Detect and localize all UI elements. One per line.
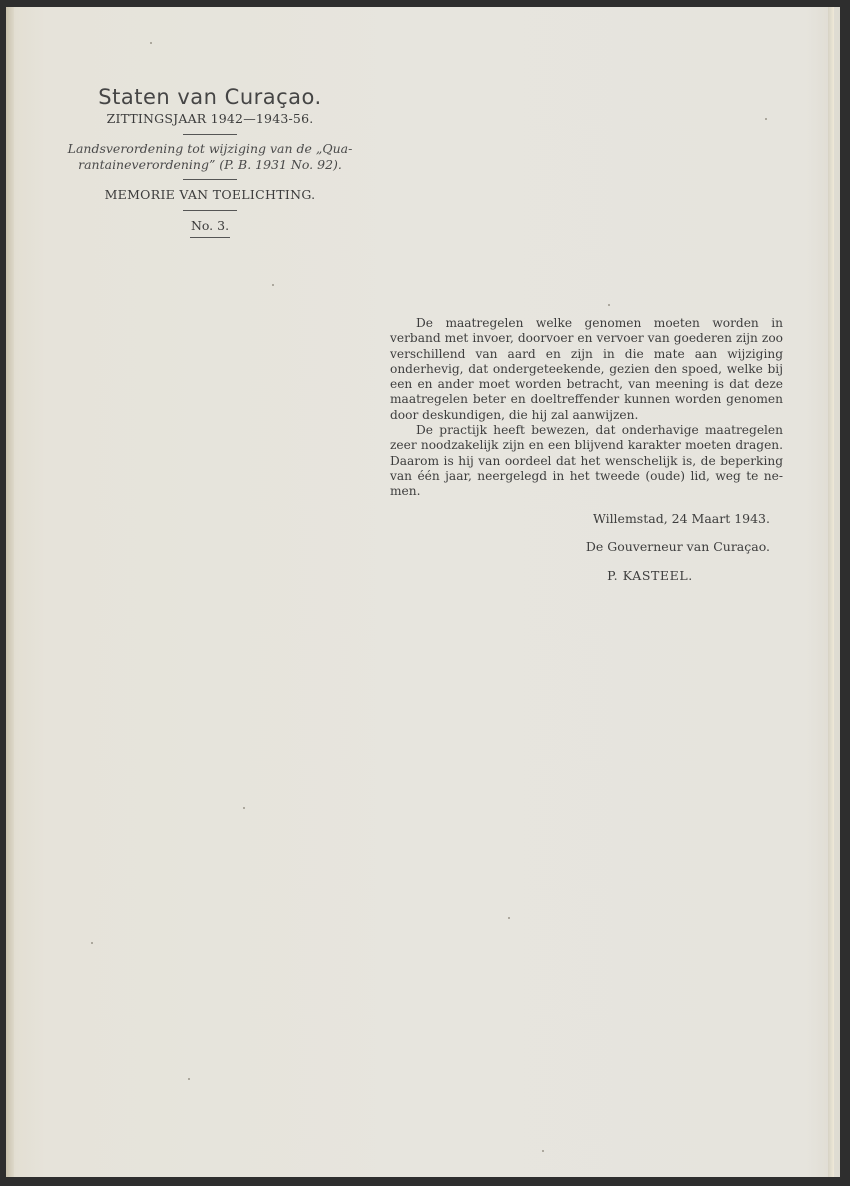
page-binding-edge bbox=[6, 7, 14, 1177]
institution-title: Staten van Curaçao. bbox=[98, 85, 322, 109]
paper-speck bbox=[542, 1150, 544, 1152]
paper-speck bbox=[188, 1078, 190, 1080]
subject-line-1: Landsverordening tot wijziging van de „Qua- bbox=[67, 141, 353, 156]
type-divider bbox=[183, 210, 237, 211]
paper-speck bbox=[272, 284, 274, 286]
paper-speck bbox=[150, 42, 152, 44]
paper-speck bbox=[608, 304, 610, 306]
signatory-name: P. KASTEEL. bbox=[607, 568, 693, 583]
number-underline bbox=[190, 237, 230, 238]
session-year: ZITTINGSJAAR 1942—1943-56. bbox=[106, 111, 314, 126]
page-right-edge bbox=[828, 7, 834, 1177]
paper-speck bbox=[765, 118, 767, 120]
memorandum-body bbox=[390, 316, 783, 500]
body-paragraph-2: De practijk heeft bewezen, dat onderhavige maatregelen zeer noodzakelijk zijn en een blijvend karakter moeten dragen. Daarom is hij van oordeel dat het wenschelijk is, de beperking van één jaar, neergelegd in het tweede (oude) lid, weg te nemen. bbox=[390, 423, 783, 499]
body-paragraph-1: De maatregelen welke genomen moeten worden in verband met invoer, doorvoer en vervoer van goederen zijn zoo verschillend van aard en zijn in die mate aan wijziging onderhevig, dat ondergeteekende, gezien den spoed, welke bij een en ander moet worden betracht, van meening is dat deze maatregelen beter en doeltreffender kunnen worden genomen door deskundigen, die hij zal aanwijzen. bbox=[390, 316, 783, 422]
paper-speck bbox=[243, 807, 245, 809]
document-header bbox=[60, 84, 360, 238]
paper-speck bbox=[508, 917, 510, 919]
header-divider bbox=[183, 134, 237, 135]
subject-divider bbox=[183, 179, 237, 180]
document-type: MEMORIE VAN TOELICHTING. bbox=[104, 187, 316, 202]
document-number: No. 3. bbox=[190, 218, 230, 233]
subject-line-2: rantaineverordening” (P. B. 1931 No. 92). bbox=[78, 157, 342, 172]
place-date: Willemstad, 24 Maart 1943. bbox=[592, 511, 770, 526]
signatory-title: De Gouverneur van Curaçao. bbox=[585, 539, 770, 554]
paper-speck bbox=[91, 942, 93, 944]
